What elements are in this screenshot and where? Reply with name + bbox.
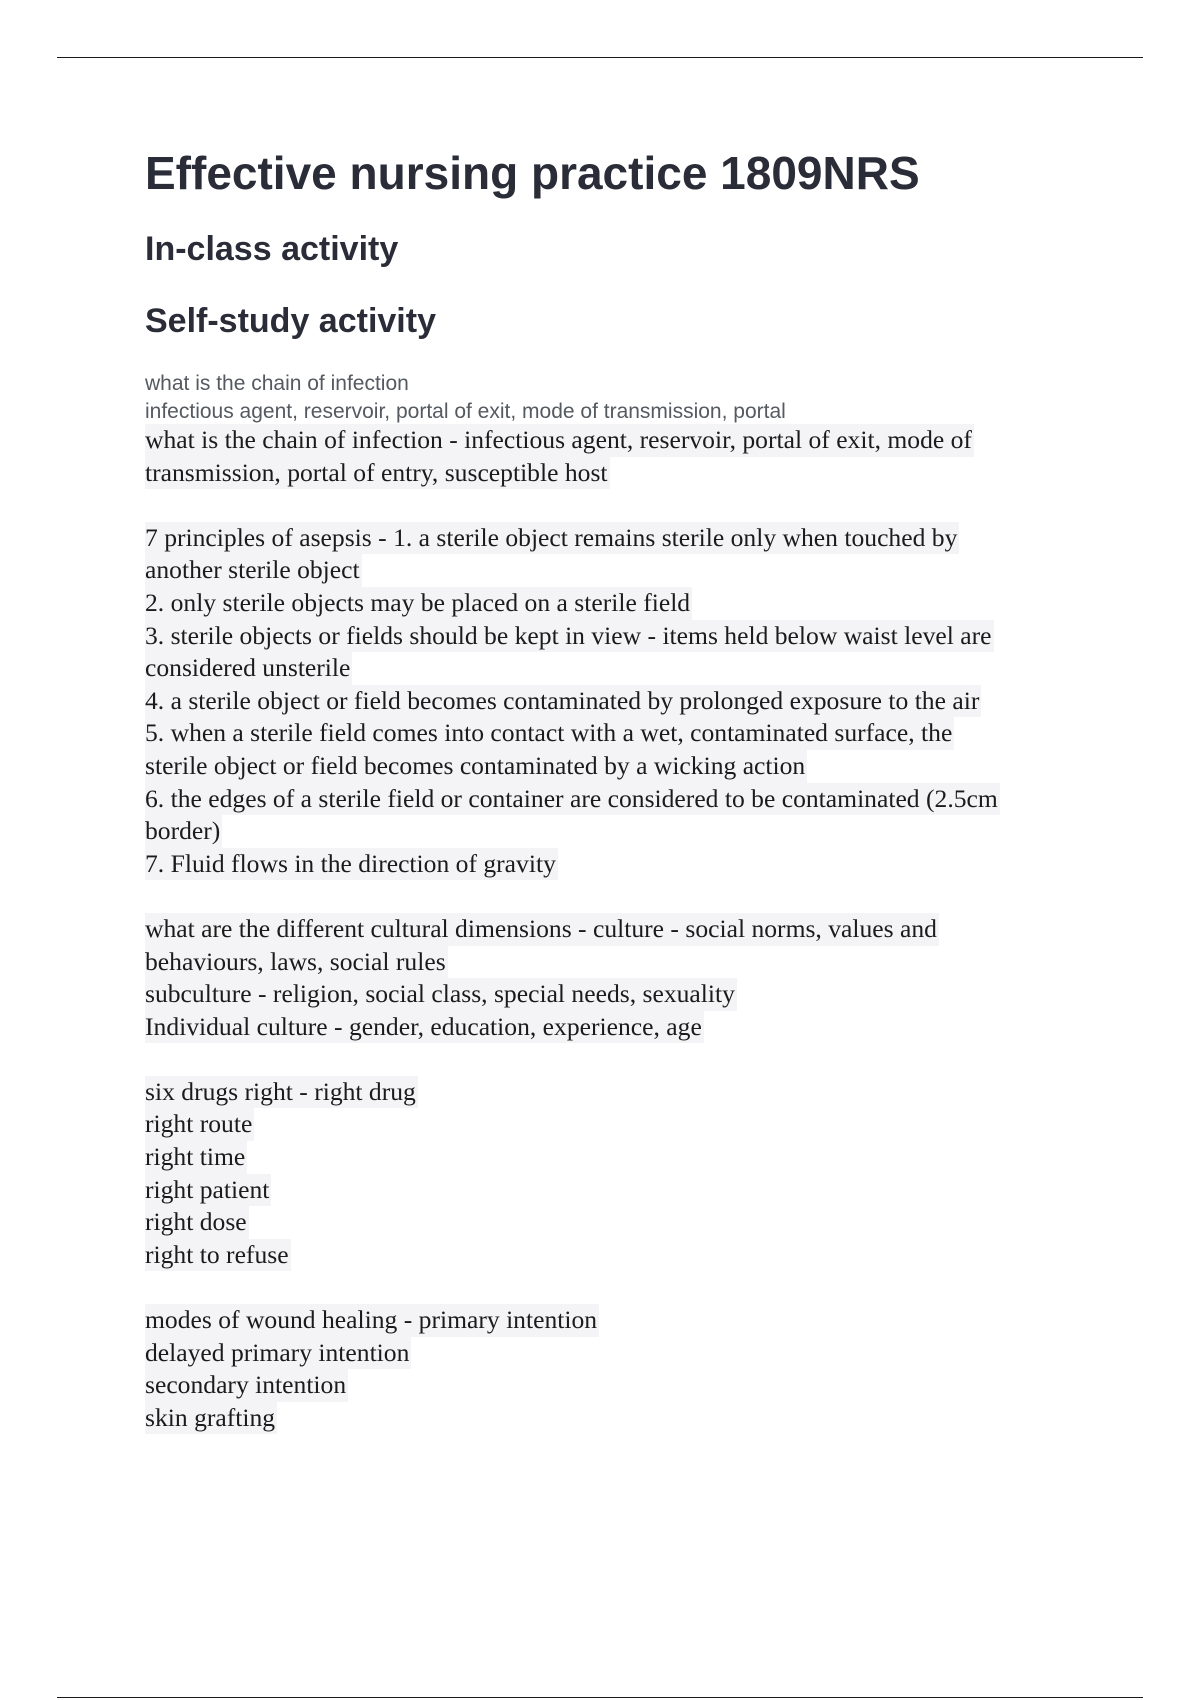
preview-line: infectious agent, reservoir, portal of exit, mode of transmission, portal [145,400,786,423]
flashcard-line: 4. a sterile object or field becomes contaminated by prolonged exposure to the air [145,685,981,718]
flashcard-line: 7 principles of asepsis - 1. a sterile object remains sterile only when touched by [145,522,959,555]
flashcard-entry [145,424,1105,489]
preview-text [145,370,786,426]
flashcard-line: modes of wound healing - primary intention [145,1304,599,1337]
flashcard-line: secondary intention [145,1369,348,1402]
flashcard-line: skin grafting [145,1402,277,1435]
flashcard-line: 3. sterile objects or fields should be kept in view - items held below waist level are [145,620,994,653]
flashcard-line: what is the chain of infection - infectious agent, reservoir, portal of exit, mode of [145,424,974,457]
flashcard-line: considered unsterile [145,652,352,685]
bottom-rule [57,1697,1143,1698]
flashcard-line: six drugs right - right drug [145,1076,418,1109]
flashcard-line: right route [145,1108,254,1141]
flashcard-entry [145,1076,1105,1272]
flashcard-line: transmission, portal of entry, susceptible host [145,457,610,490]
top-rule [57,57,1143,58]
flashcard-line: sterile object or field becomes contaminated by a wicking action [145,750,807,783]
flashcard-entry [145,522,1105,881]
flashcard-line: 7. Fluid flows in the direction of gravity [145,848,558,881]
flashcard-line: right to refuse [145,1239,291,1272]
subheading-in-class-activity: In-class activity [145,230,399,268]
flashcard-line: what are the different cultural dimensions - culture - social norms, values and [145,913,939,946]
flashcard-line: 2. only sterile objects may be placed on a sterile field [145,587,692,620]
flashcard-line: 6. the edges of a sterile field or container are considered to be contaminated (2.5cm [145,783,1000,816]
flashcard-line: 5. when a sterile field comes into contact with a wet, contaminated surface, the [145,717,954,750]
preview-line: what is the chain of infection [145,372,409,395]
flashcard-line: right patient [145,1174,271,1207]
flashcard-line: another sterile object [145,554,362,587]
document-title: Effective nursing practice 1809NRS [145,147,920,199]
flashcard-line: right time [145,1141,247,1174]
flashcard-line: subculture - religion, social class, special needs, sexuality [145,978,737,1011]
flashcard-entry [145,913,1105,1043]
flashcard-line: delayed primary intention [145,1337,411,1370]
flashcard-line: behaviours, laws, social rules [145,946,448,979]
flashcard-line: Individual culture - gender, education, experience, age [145,1011,704,1044]
subheading-self-study-activity: Self-study activity [145,302,436,340]
flashcard-line: right dose [145,1206,249,1239]
flashcard-entry [145,1304,1105,1434]
flashcard-line: border) [145,815,222,848]
flashcard-list [145,424,1105,1467]
